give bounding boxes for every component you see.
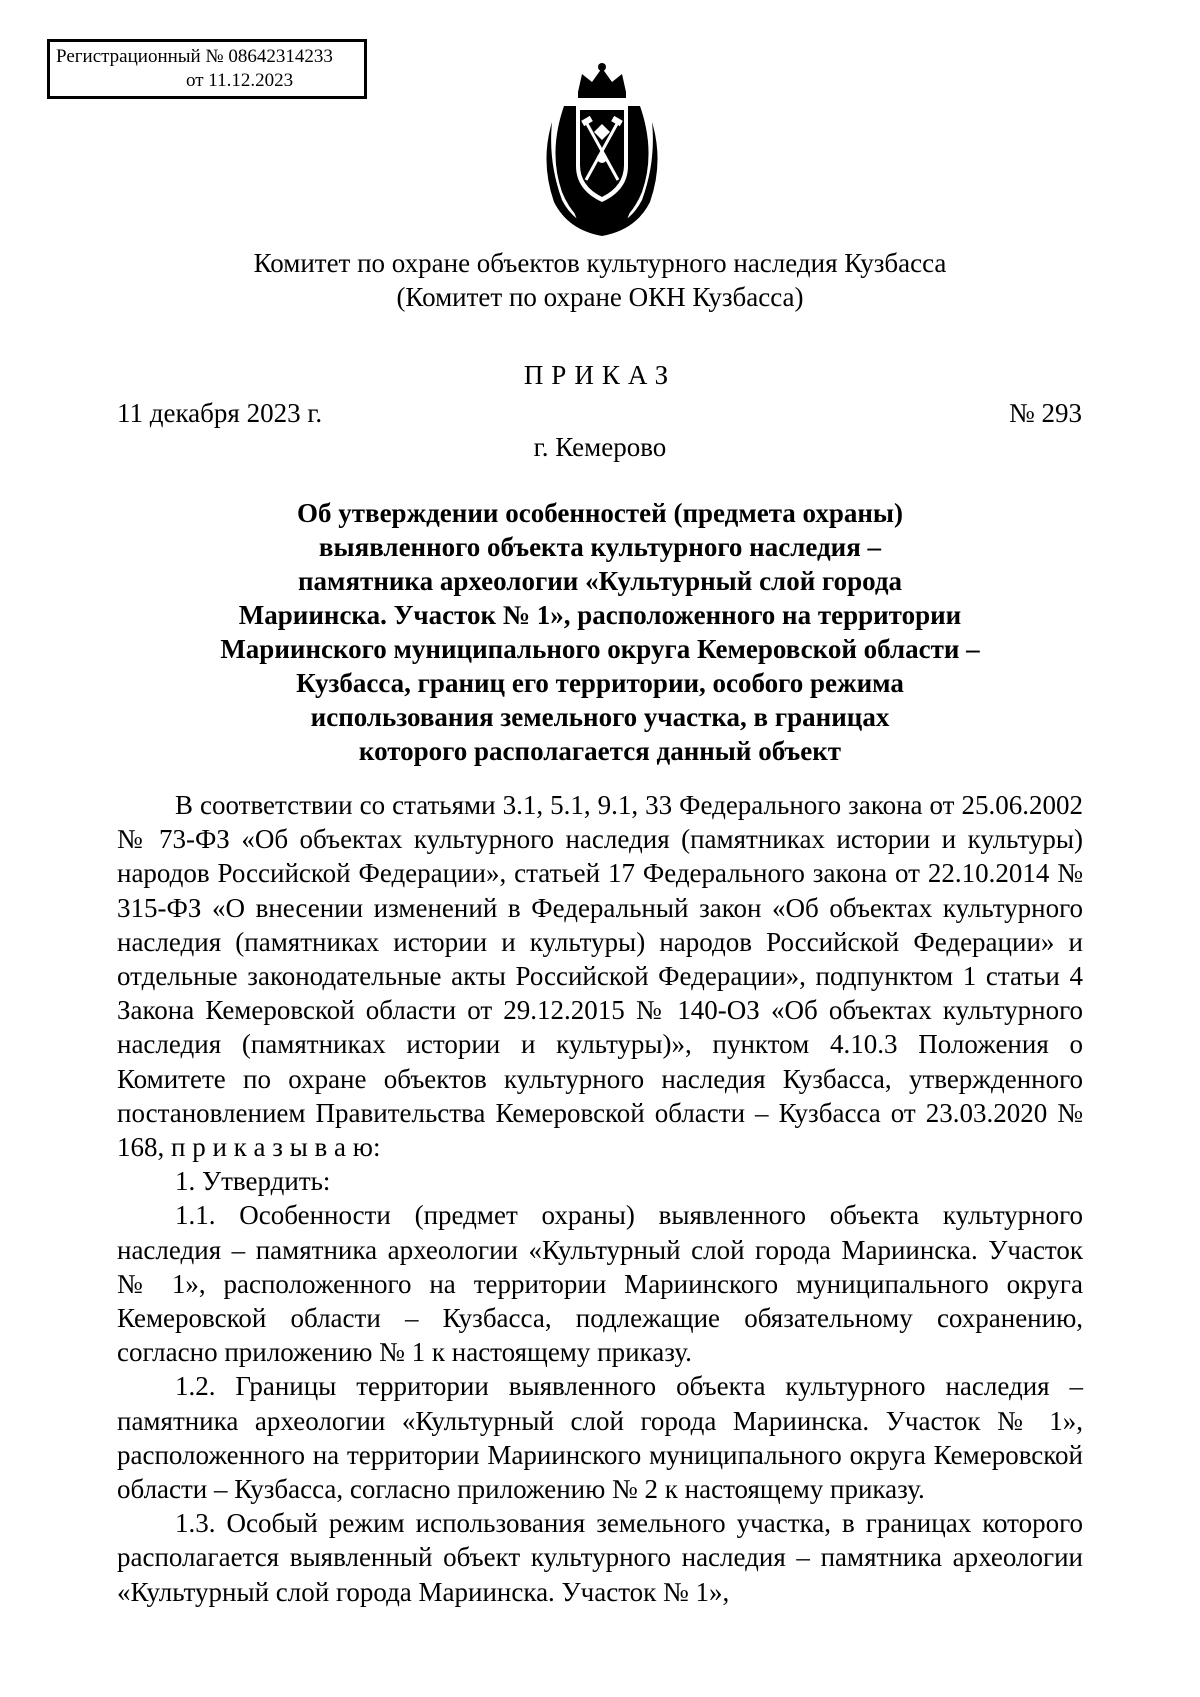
subject-line: выявленного объекта культурного наследия – bbox=[318, 532, 882, 562]
subject-line: использования земельного участка, в границах bbox=[310, 702, 890, 732]
subject-line: которого располагается данный объект bbox=[358, 736, 842, 766]
coat-of-arms-icon bbox=[534, 62, 670, 238]
order-title: ПРИКАЗ bbox=[523, 360, 677, 390]
subject-line: памятника археологии «Культурный слой города bbox=[298, 566, 902, 596]
registration-stamp bbox=[47, 39, 367, 99]
registration-number: Регистрационный № 08642314233 bbox=[56, 46, 333, 67]
order-number: № 293 bbox=[1008, 398, 1082, 428]
org-name: Комитет по охране объектов культурного наследия Кузбасса bbox=[253, 248, 947, 278]
subject-line: Мариинска. Участок № 1», расположенного на территории bbox=[238, 600, 962, 630]
item-1-3: 1.3. Особый режим использования земельного участка, в границах которого располагается выявленный объект культурного наследия – памятника археологии «Культурный слой города Мариинска. Участок № 1», bbox=[117, 1508, 1083, 1607]
org-short-name: (Комитет по охране ОКН Кузбасса) bbox=[396, 282, 804, 312]
body-intro-paragraph: В соответствии со статьями 3.1, 5.1, 9.1, 33 Федерального закона от 25.06.2002 № 73-ФЗ «Об объектах культурного наследия (памятниках истории и культуры) народов Российской Федерации», статьей 17 Федерального закона от 22.10.2014 № 315-ФЗ «О внесении изменений в Федеральный закон «Об объектах культурного наследия (памятниках истории и культуры) народов Российской Федерации» и отдельные законодательные акты Российской Федерации», подпунктом 1 статьи 4 Закона Кемеровской области от 29.12.2015 № 140-ОЗ «Об объектах культурного наследия (памятниках истории и культуры)», пунктом 4.10.3 Положения о Комитете по охране объектов культурного наследия Кузбасса, утвержденного постановлением Правительства Кемеровской области – Кузбасса от 23.03.2020 № 168, п р и к а з ы в а ю: bbox=[117, 790, 1083, 1163]
order-city: г. Кемерово bbox=[533, 432, 667, 462]
subject-line: Об утверждении особенностей (предмета охраны) bbox=[296, 498, 904, 528]
order-body bbox=[117, 788, 1083, 1609]
item-1: 1. Утвердить: bbox=[175, 1166, 331, 1197]
registration-date: от 11.12.2023 bbox=[186, 70, 294, 91]
order-subject bbox=[150, 496, 1050, 768]
subject-line: Мариинского муниципального округа Кемеровской области – bbox=[220, 634, 980, 664]
subject-line: Кузбасса, границ его территории, особого режима bbox=[296, 668, 904, 698]
item-1-1: 1.1. Особенности (предмет охраны) выявленного объекта культурного наследия – памятника археологии «Культурный слой города Мариинска. Участок № 1», расположенного на территории Мариинского муниципального округа Кемеровской области – Кузбасса, подлежащие обязательному сохранению, согласно приложению № 1 к настоящему приказу. bbox=[117, 1200, 1083, 1368]
order-date: 11 декабря 2023 г. bbox=[117, 398, 323, 428]
item-1-2: 1.2. Границы территории выявленного объекта культурного наследия – памятника археологии «Культурный слой города Мариинска. Участок № 1», расположенного на территории Мариинского муниципального округа Кемеровской области – Кузбасса, согласно приложению № 2 к настоящему приказу. bbox=[117, 1371, 1083, 1505]
